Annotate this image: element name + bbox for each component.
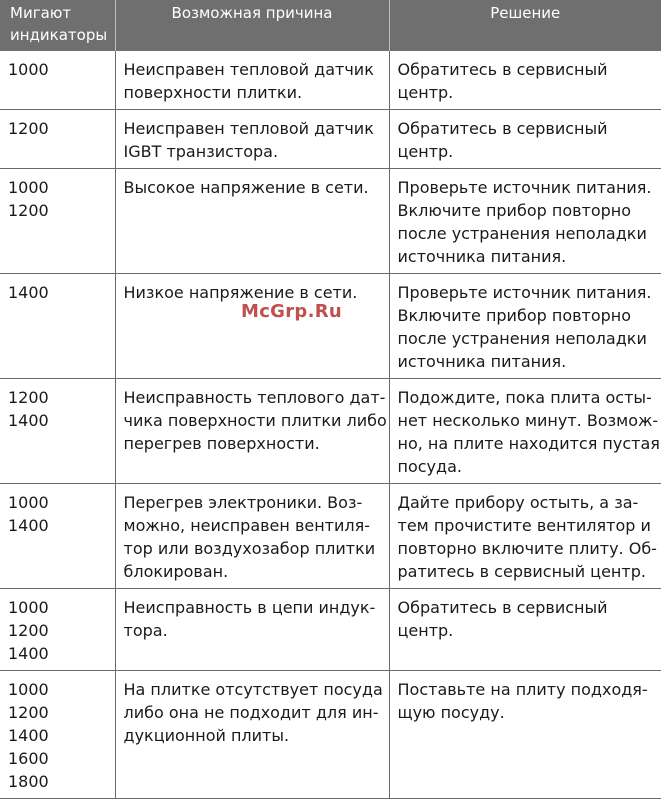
header-codes-line: индикаторы <box>10 26 108 44</box>
cause-cell <box>115 484 389 589</box>
codes-cell <box>0 274 115 379</box>
solution-line: центр. <box>397 83 454 102</box>
solution-line: повторно включите плиту. Об- <box>397 539 657 558</box>
solution-line: посуда. <box>397 457 462 476</box>
cause-line: Неисправен тепловой датчик <box>123 60 374 79</box>
table-row <box>0 169 661 274</box>
codes-cell <box>0 484 115 589</box>
cause-line: чика поверхности плитки либо <box>123 411 387 430</box>
cause-cell <box>115 379 389 484</box>
solution-line: нет несколько минут. Возмож- <box>397 411 659 430</box>
table-row <box>0 274 661 379</box>
cause-line: Неисправность теплового дат- <box>123 388 386 407</box>
solution-line: Обратитесь в сервисный <box>397 60 608 79</box>
codes-cell <box>0 379 115 484</box>
solution-line: Проверьте источник питания. <box>397 283 652 302</box>
cause-line: Перегрев электроники. Воз- <box>123 493 363 512</box>
solution-line: после устранения неполадки <box>397 224 647 243</box>
solution-line: ратитесь в сервисный центр. <box>397 562 646 581</box>
cause-line: Неисправность в цепи индук- <box>123 598 376 617</box>
cause-line: перегрев поверхности. <box>123 434 320 453</box>
cause-line: Низкое напряжение в сети. <box>123 283 358 302</box>
codes-line: 1200 <box>8 119 49 138</box>
codes-line: 1000 <box>8 598 49 617</box>
cause-cell <box>115 110 389 169</box>
cause-line: IGBT транзистора. <box>123 142 279 161</box>
codes-line: 1400 <box>8 644 49 663</box>
codes-line: 1400 <box>8 411 49 430</box>
cause-line: можно, неисправен вентиля- <box>123 516 371 535</box>
codes-line: 1000 <box>8 493 49 512</box>
solution-line: центр. <box>397 621 454 640</box>
codes-line: 1600 <box>8 749 49 768</box>
solution-line: источника питания. <box>397 247 567 266</box>
table-row <box>0 110 661 169</box>
solution-cell <box>389 484 661 589</box>
solution-line: щую посуду. <box>397 703 505 722</box>
codes-line: 1200 <box>8 201 49 220</box>
codes-line: 1200 <box>8 703 49 722</box>
table-header <box>0 0 661 51</box>
solution-cell <box>389 169 661 274</box>
header-cause: Возможная причина <box>115 0 389 51</box>
solution-cell <box>389 589 661 671</box>
table-row <box>0 671 661 799</box>
solution-line: Обратитесь в сервисный <box>397 119 608 138</box>
cause-cell <box>115 671 389 799</box>
cause-cell <box>115 169 389 274</box>
solution-cell <box>389 671 661 799</box>
header-codes <box>0 0 115 51</box>
solution-line: источника питания. <box>397 352 567 371</box>
codes-line: 1400 <box>8 726 49 745</box>
solution-line: Обратитесь в сервисный <box>397 598 608 617</box>
codes-line: 1000 <box>8 178 49 197</box>
cause-line: тор или воздухозабор плитки <box>123 539 376 558</box>
codes-line: 1800 <box>8 772 49 791</box>
codes-line: 1000 <box>8 680 49 699</box>
codes-line: 1400 <box>8 283 49 302</box>
solution-line: тем прочистите вентилятор и <box>397 516 651 535</box>
solution-line: Включите прибор повторно <box>397 306 632 325</box>
cause-line: На плитке отсутствует посуда <box>123 680 383 699</box>
solution-line: Дайте прибору остыть, а за- <box>397 493 639 512</box>
solution-cell <box>389 110 661 169</box>
codes-line: 1200 <box>8 388 49 407</box>
solution-cell <box>389 51 661 110</box>
watermark: McGrp.Ru <box>241 301 343 322</box>
solution-line: Проверьте источник питания. <box>397 178 652 197</box>
cause-line: блокирован. <box>123 562 229 581</box>
codes-line: 1000 <box>8 60 49 79</box>
solution-line: Поставьте на плиту подходя- <box>397 680 648 699</box>
cause-line: дукционной плиты. <box>123 726 290 745</box>
cause-cell <box>115 274 389 379</box>
codes-cell <box>0 169 115 274</box>
header-codes-line: Мигают <box>10 4 72 22</box>
table-row <box>0 379 661 484</box>
solution-line: но, на плите находится пустая <box>397 434 660 453</box>
cause-line: Высокое напряжение в сети. <box>123 178 369 197</box>
table-row <box>0 589 661 671</box>
codes-cell <box>0 110 115 169</box>
header-solution: Решение <box>389 0 661 51</box>
cause-cell <box>115 589 389 671</box>
codes-cell <box>0 589 115 671</box>
codes-line: 1200 <box>8 621 49 640</box>
solution-line: Включите прибор повторно <box>397 201 632 220</box>
cause-line: Неисправен тепловой датчик <box>123 119 374 138</box>
cause-line: тора. <box>123 621 168 640</box>
codes-cell <box>0 671 115 799</box>
table-row <box>0 51 661 110</box>
cause-line: поверхности плитки. <box>123 83 303 102</box>
solution-cell <box>389 379 661 484</box>
cause-cell <box>115 51 389 110</box>
solution-cell <box>389 274 661 379</box>
solution-line: Подождите, пока плита осты- <box>397 388 652 407</box>
solution-line: центр. <box>397 142 454 161</box>
codes-line: 1400 <box>8 516 49 535</box>
solution-line: после устранения неполадки <box>397 329 647 348</box>
cause-line: либо она не подходит для ин- <box>123 703 379 722</box>
table-row <box>0 484 661 589</box>
codes-cell <box>0 51 115 110</box>
table-body <box>0 51 661 799</box>
